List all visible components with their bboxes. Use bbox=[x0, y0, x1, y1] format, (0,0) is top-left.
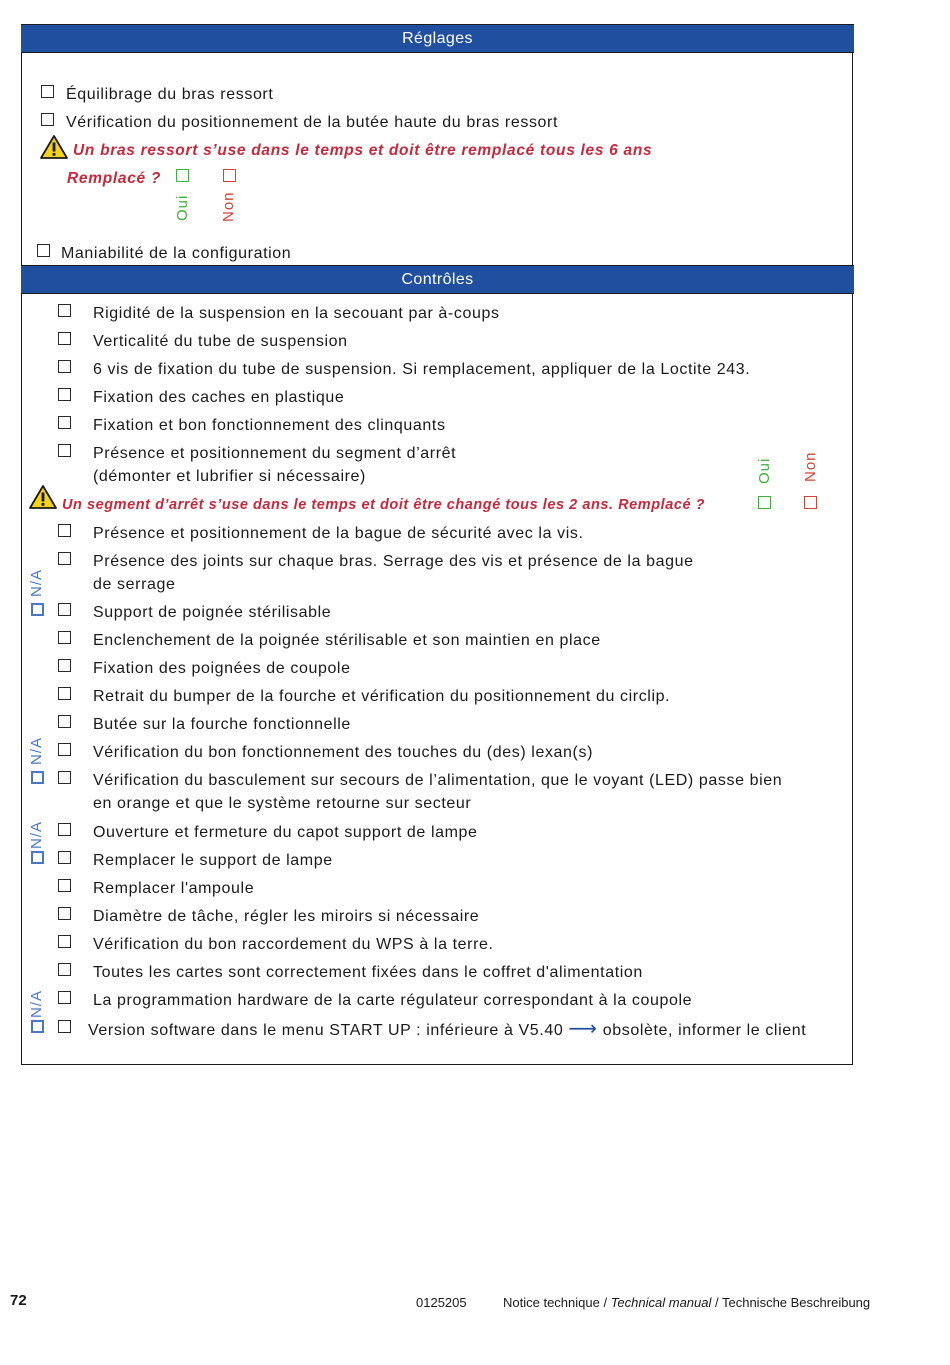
document-title bbox=[503, 1295, 870, 1310]
controle-item: 6 vis de fixation du tube de suspension. Si remplacement, appliquer de la Loctite 243. bbox=[93, 361, 751, 378]
checkbox-controle[interactable] bbox=[58, 416, 71, 429]
controle-item-software-version bbox=[88, 1018, 806, 1042]
arrow-right-icon: ⟶ bbox=[568, 1018, 598, 1040]
controle-item: Toutes les cartes sont correctement fixées dans le coffret d'alimentation bbox=[93, 964, 643, 981]
checkbox-segment-oui[interactable] bbox=[758, 496, 771, 509]
checkbox-controle[interactable] bbox=[58, 743, 71, 756]
checkbox-controle[interactable] bbox=[58, 687, 71, 700]
checkbox-controle[interactable] bbox=[58, 907, 71, 920]
controle-item: Rigidité de la suspension en la secouant par à-coups bbox=[93, 305, 500, 322]
warning-segment-arret: Un segment d’arrêt s’use dans le temps et doit être changé tous les 2 ans. Remplacé ? bbox=[62, 497, 706, 513]
checkbox-controle[interactable] bbox=[58, 935, 71, 948]
checkbox-controle[interactable] bbox=[58, 963, 71, 976]
label-oui: Oui bbox=[756, 457, 773, 484]
checkbox-na[interactable] bbox=[31, 603, 44, 616]
item-butee-haute: Vérification du positionnement de la butée haute du bras ressort bbox=[66, 114, 559, 131]
checkbox-controle[interactable] bbox=[58, 524, 71, 537]
checkbox-controle[interactable] bbox=[58, 851, 71, 864]
checkbox-controle[interactable] bbox=[58, 332, 71, 345]
checkbox-controle[interactable] bbox=[58, 771, 71, 784]
checkbox-controle[interactable] bbox=[58, 388, 71, 401]
checkbox-controle[interactable] bbox=[58, 304, 71, 317]
checkbox-maniabilite[interactable] bbox=[37, 244, 50, 257]
checkbox-equilibrage[interactable] bbox=[41, 85, 54, 98]
controle-item: Fixation et bon fonctionnement des clinquants bbox=[93, 417, 446, 434]
controle-item: Présence et positionnement du segment d’arrêt bbox=[93, 445, 457, 462]
controle-item: Vérification du bon fonctionnement des touches du (des) lexan(s) bbox=[93, 744, 594, 761]
checkbox-controle[interactable] bbox=[58, 879, 71, 892]
title-fr: Notice technique / bbox=[503, 1295, 611, 1310]
document-reference: 0125205 bbox=[416, 1295, 467, 1310]
label-non: Non bbox=[802, 451, 819, 482]
checkbox-segment-non[interactable] bbox=[804, 496, 817, 509]
label-na: N/A bbox=[28, 736, 45, 765]
controle-item: Butée sur la fourche fonctionnelle bbox=[93, 716, 351, 733]
software-version-consequence: obsolète, informer le client bbox=[602, 1022, 807, 1039]
page-number: 72 bbox=[10, 1292, 27, 1309]
controle-item-continued: de serrage bbox=[93, 576, 176, 593]
controle-item: Remplacer le support de lampe bbox=[93, 852, 333, 869]
controle-item: Verticalité du tube de suspension bbox=[93, 333, 348, 350]
title-de: / Technische Beschreibung bbox=[711, 1295, 871, 1310]
warning-icon bbox=[39, 134, 69, 160]
controle-item: Diamètre de tâche, régler les miroirs si nécessaire bbox=[93, 908, 480, 925]
title-en: Technical manual bbox=[610, 1295, 712, 1310]
item-maniabilite: Maniabilité de la configuration bbox=[61, 245, 292, 262]
controle-item-continued: en orange et que le système retourne sur secteur bbox=[93, 795, 472, 812]
controle-item: Remplacer l'ampoule bbox=[93, 880, 255, 897]
checkbox-replaced-oui[interactable] bbox=[176, 169, 189, 182]
checkbox-butee-haute[interactable] bbox=[41, 113, 54, 126]
controle-item: Retrait du bumper de la fourche et vérification du positionnement du circlip. bbox=[93, 688, 671, 705]
controle-item: Support de poignée stérilisable bbox=[93, 604, 332, 621]
checkbox-controle[interactable] bbox=[58, 631, 71, 644]
software-version-text: Version software dans le menu START UP : inférieure à V5.40 bbox=[88, 1022, 564, 1039]
warning-icon bbox=[28, 484, 58, 510]
checkbox-controle[interactable] bbox=[58, 823, 71, 836]
checkbox-controle[interactable] bbox=[58, 603, 71, 616]
checkbox-na[interactable] bbox=[31, 851, 44, 864]
controle-item: Vérification du basculement sur secours de l’alimentation, que le voyant (LED) passe bien bbox=[93, 772, 783, 789]
checkbox-na[interactable] bbox=[31, 771, 44, 784]
checkbox-controle[interactable] bbox=[58, 360, 71, 373]
controle-item: Fixation des caches en plastique bbox=[93, 389, 345, 406]
warning-bras-ressort: Un bras ressort s’use dans le temps et doit être remplacé tous les 6 ans bbox=[73, 142, 653, 159]
section-title: Réglages bbox=[402, 29, 473, 47]
label-oui: Oui bbox=[174, 194, 191, 221]
checkbox-replaced-non[interactable] bbox=[223, 169, 236, 182]
controle-item-continued: (démonter et lubrifier si nécessaire) bbox=[93, 468, 366, 485]
controle-item: Vérification du bon raccordement du WPS à la terre. bbox=[93, 936, 494, 953]
checkbox-controle[interactable] bbox=[58, 552, 71, 565]
controle-item: La programmation hardware de la carte régulateur correspondant à la coupole bbox=[93, 992, 693, 1009]
checkbox-controle[interactable] bbox=[58, 444, 71, 457]
checkbox-controle[interactable] bbox=[58, 1020, 71, 1033]
label-na: N/A bbox=[28, 568, 45, 597]
checkbox-controle[interactable] bbox=[58, 715, 71, 728]
controle-item: Ouverture et fermeture du capot support de lampe bbox=[93, 824, 478, 841]
checkbox-controle[interactable] bbox=[58, 659, 71, 672]
replaced-question: Remplacé ? bbox=[67, 170, 162, 187]
label-na: N/A bbox=[28, 989, 45, 1018]
controle-item: Présence des joints sur chaque bras. Serrage des vis et présence de la bague bbox=[93, 553, 694, 570]
checkbox-controle[interactable] bbox=[58, 991, 71, 1004]
section-header-controles bbox=[21, 265, 854, 294]
item-equilibrage: Équilibrage du bras ressort bbox=[66, 86, 274, 103]
label-na: N/A bbox=[28, 820, 45, 849]
checkbox-na[interactable] bbox=[31, 1020, 44, 1033]
controle-item: Présence et positionnement de la bague de sécurité avec la vis. bbox=[93, 525, 584, 542]
section-header-reglages bbox=[21, 24, 854, 53]
label-non: Non bbox=[220, 191, 237, 222]
controle-item: Enclenchement de la poignée stérilisable et son maintien en place bbox=[93, 632, 601, 649]
controle-item: Fixation des poignées de coupole bbox=[93, 660, 351, 677]
section-title: Contrôles bbox=[401, 270, 474, 288]
